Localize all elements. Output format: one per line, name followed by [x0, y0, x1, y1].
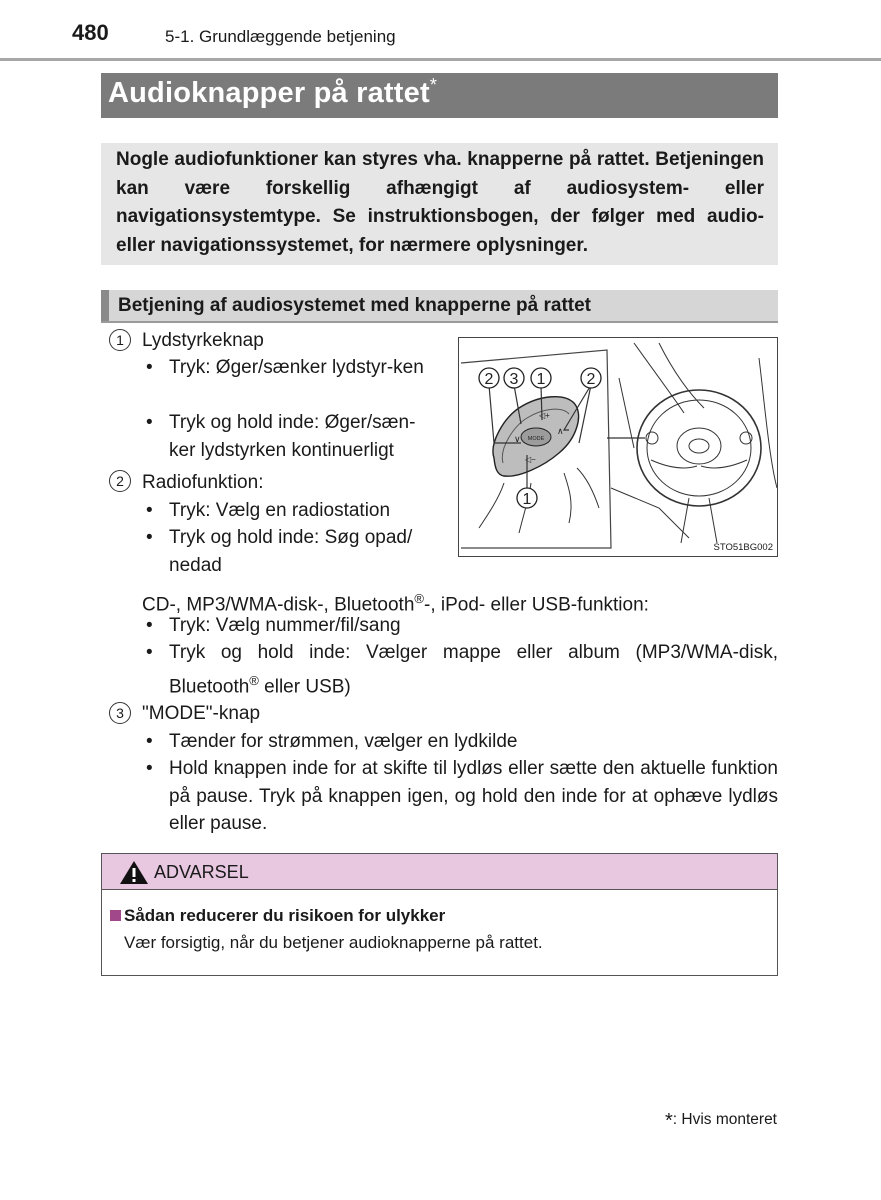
svg-text:◁−: ◁−: [525, 455, 536, 464]
warning-triangle-icon: [119, 860, 149, 885]
list-item: • Hold knappen inde for at skifte til lydløs eller sætte den aktuelle funktion på pause. Tryk på knappen igen, og hold den inde for at ophæve lydløs eller pause.: [146, 758, 778, 834]
warning-bullet-square: [110, 910, 121, 921]
callout-2-right: 2: [586, 371, 596, 388]
title-bar: [101, 73, 778, 118]
steering-wheel-drawing: [459, 338, 778, 557]
intro-text: Nogle audiofunktioner kan styres vha. knapperne på rattet. Betjeningen kan være forskellig afhængigt af audiosystem- eller navigationsystemtype. Se instruktionsbogen, der følger med audio- eller navigationssystemet, for nærmere oplysninger.: [116, 149, 764, 256]
list-item: • Tryk: Vælg nummer/fil/sang: [146, 615, 401, 636]
steering-wheel-illustration: [458, 337, 778, 557]
list-item: • Tryk og hold inde: Vælger mappe eller album (MP3/WMA-disk, Bluetooth® eller USB): [146, 642, 778, 697]
media-modes-intro: CD-, MP3/WMA-disk-, Bluetooth®-, iPod- eller USB-funktion:: [142, 591, 649, 616]
section-heading-bar: [101, 290, 778, 323]
list-item: • Tryk: Vælg en radiostation: [146, 500, 391, 521]
warning-body: Vær forsigtig, når du betjener audioknapperne på rattet.: [124, 933, 543, 952]
section-heading: Betjening af audiosystemet med knapperne på rattet: [118, 295, 592, 316]
footnote: *: Hvis monteret: [664, 1110, 777, 1132]
item-title-radio: Radiofunktion:: [142, 472, 264, 493]
footnote-marker: *: [664, 1110, 673, 1132]
warning-header: [102, 854, 777, 890]
page-title: Audioknapper på rattet*: [108, 75, 438, 109]
intro-box: [101, 143, 778, 265]
optional-marker: *: [429, 75, 438, 95]
item-number-2: 2: [109, 470, 131, 492]
warning-subheading: Sådan reducerer du risikoen for ulykker: [124, 906, 446, 925]
svg-text:∨: ∨: [514, 434, 521, 444]
section-heading-accent: [101, 290, 109, 321]
list-item: • Tænder for strømmen, vælger en lydkilde: [146, 731, 518, 752]
list-item: • Tryk: Øger/sænker lydstyr-ken: [146, 357, 424, 378]
item-number-1: 1: [109, 329, 131, 351]
figure-code: STO51BG002: [713, 542, 773, 553]
svg-text:◁+: ◁+: [539, 411, 550, 420]
mode-label: MODE: [527, 436, 545, 442]
callout-2-left: 2: [484, 371, 494, 388]
item-title-mode: "MODE"-knap: [142, 703, 261, 724]
item-number-3: 3: [109, 702, 131, 724]
warning-label: ADVARSEL: [154, 862, 249, 882]
header-rule: [0, 58, 881, 61]
list-item: • Tryk og hold inde: Søg opad/ nedad: [146, 527, 413, 576]
warning-box: [101, 853, 778, 976]
list-item: • Tryk og hold inde: Øger/sæn-ker lydstyrken kontinuerligt: [146, 412, 416, 461]
svg-text:∧: ∧: [557, 426, 564, 436]
callout-1-bottom: 1: [522, 491, 532, 508]
page-number: 480: [72, 20, 109, 45]
callout-3: 3: [509, 371, 519, 388]
item-title-volume: Lydstyrkeknap: [142, 330, 264, 351]
chapter-title: 5-1. Grundlæggende betjening: [165, 27, 396, 46]
callout-1-top: 1: [536, 371, 546, 388]
